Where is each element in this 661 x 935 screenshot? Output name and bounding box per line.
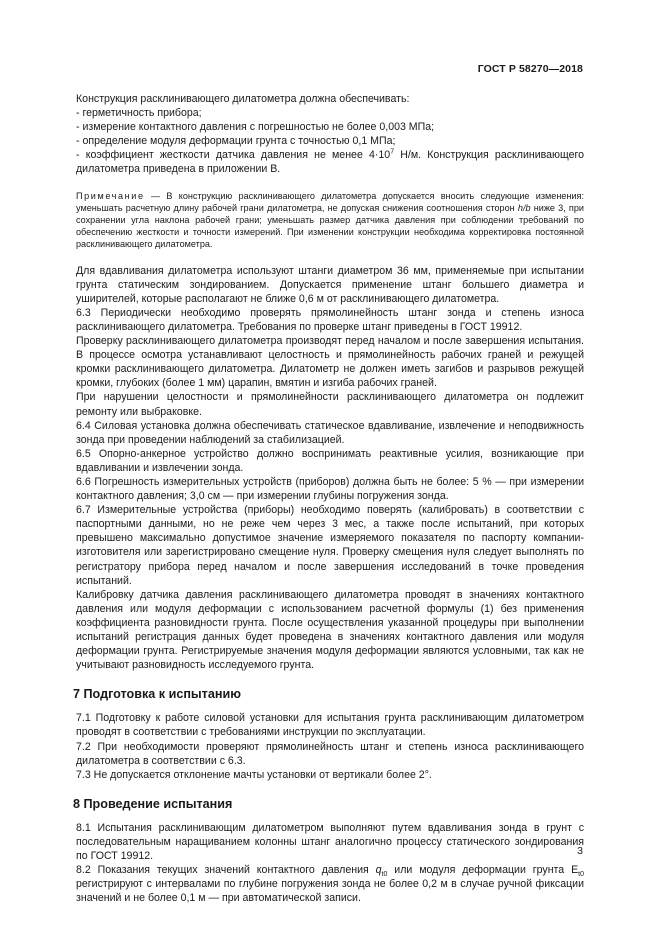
paragraph: 6.5 Опорно-анкерное устройство должно воспринимать реактивные усилия, возникающие при вдавливании и извлечении зонда. [76, 447, 584, 474]
intro-list-item: - определение модуля деформации грунта с точностью 0,1 МПа; [76, 135, 396, 148]
section8-heading: 8 Проведение испытания [73, 796, 233, 811]
para-8-1: 8.1 Испытания расклинивающим дилатометром выполняют путем вдавливания зонда в грунт с последовательным наращиванием колонны штанг аналогично процессу статического зондирования по ГОСТ 19912. [76, 821, 584, 863]
paragraph: 7.1 Подготовку к работе силовой установки для испытания грунта расклинивающим дилатометром проводят в соответствии с требованиями инструкции по эксплуатации. [76, 712, 584, 739]
document-body [73, 92, 584, 906]
intro-list-item: - измерение контактного давления с погрешностью не более 0,003 МПа; [76, 121, 435, 134]
section7-paragraphs [76, 711, 584, 781]
intro-item-stiffness: - коэффициент жесткости датчика давления не менее $4\cdot 10^7$ Н/м. Конструкция расклинивающего дилатометра приведена в приложении В. [76, 148, 584, 176]
intro-list [76, 106, 584, 148]
paragraph: 7.2 При необходимости проверяют прямолинейность штанг и степень износа расклинивающего дилатометра в соответствии с 6.3. [76, 740, 584, 767]
page-number: 3 [577, 845, 583, 857]
paragraph: При нарушении целостности и прямолинейности расклинивающего дилатометра он подлежит ремонту или выбраковке. [76, 391, 584, 418]
paragraph: 6.4 Силовая установка должна обеспечивать статическое вдавливание, извлечение и неподвижность зонда при проведении наблюдений за стабилизацией. [76, 419, 584, 446]
intro-list-item: - герметичность прибора; [76, 107, 202, 120]
paragraph: 6.6 Погрешность измерительных устройств (приборов) должна быть не более: 5 % — при измерении контактного давления; 3,0 см — при измерении глубины погружения зонда. [76, 475, 584, 503]
paragraph: 6.3 Периодически необходимо проверять прямолинейность штанг зонда и степень износа расклинивающего дилатометра. Требования по проверке штанг приведены в ГОСТ 19912. [76, 306, 584, 333]
paragraph: Для вдавливания дилатометра используют штанги диаметром 36 мм, применяемые при испытании грунта статическим зондированием. Допускается применение штанг большего диаметра и уширителей, которые располагают не ближе 0,6 м от расклинивающего дилатометра. [76, 264, 584, 305]
paragraph: 6.7 Измерительные устройства (приборы) необходимо поверять (калибровать) в соответствии с паспортными данными, но не реже чем через 3 мес, а также после испытаний, при которых превышено максимально допустимое значение измеряемого показателя по паспорту компании-изготовителя или зарегистрировано смещение нуля. Проверку смещения нуля следует выполнять по регистратору прибора перед началом и после завершения исследований в точке проведения испытаний. [76, 504, 584, 587]
section7-heading: 7 Подготовка к испытанию [73, 687, 241, 702]
note-block: Примечание — В конструкцию расклинивающего дилатометра допускается вносить следующие изменения: уменьшать расчетную длину рабочей грани дилатометра, не допуская снижения соотношения сторон h/b ниже 3, при сохранении угла наклона рабочей грани; уменьшать размер датчика давления при соблюдении требований по обеспечению жесткости и точности измерений. При изменении конструкции необходима корректировка постоянной расклинивающего дилатометра. [76, 190, 584, 250]
note-label: Примечание [76, 190, 145, 201]
section6-paragraphs [76, 264, 584, 673]
para-8-2: 8.2 Показания текущих значений контактного давления $q_{t0}$ или модуля деформации грунта $E_{t0}$ регистрируют с интервалами по глубине погружения зонда не более 0,2 м в случае ручной фиксации значений и не более 0,1 м — при автоматической записи. [76, 864, 584, 905]
paragraph: Проверку расклинивающего дилатометра производят перед началом и после завершения испытания. В процессе осмотра устанавливают целостность и прямолинейность рабочих граней и режущей кромки расклинивающего дилатометра. Дилатометр не должен иметь загибов и разрывов режущей кромки, глубоких (более 1 мм) царапин, вмятин и изгиба рабочих граней. [76, 335, 584, 390]
paragraph: 7.3 Не допускается отклонение мачты установки от вертикали более 2°. [76, 768, 432, 781]
paragraph: Калибровку датчика давления расклинивающего дилатометра проводят в значениях контактного давления или модуля деформации с использованием расчетной формулы (1) без применения коэффициента разновидности грунта. После осуществления указанной процедуры при выполнении испытаний регистрация данных будет проведена в значениях контактного давления или модуля деформации грунта. Регистрируемые значения модуля деформации являются условными, так как не учитывают разновидность исследуемого грунта. [76, 588, 584, 672]
intro-lead: Конструкция расклинивающего дилатометра должна обеспечивать: [76, 93, 410, 105]
document-header: ГОСТ Р 58270—2018 [477, 63, 583, 75]
